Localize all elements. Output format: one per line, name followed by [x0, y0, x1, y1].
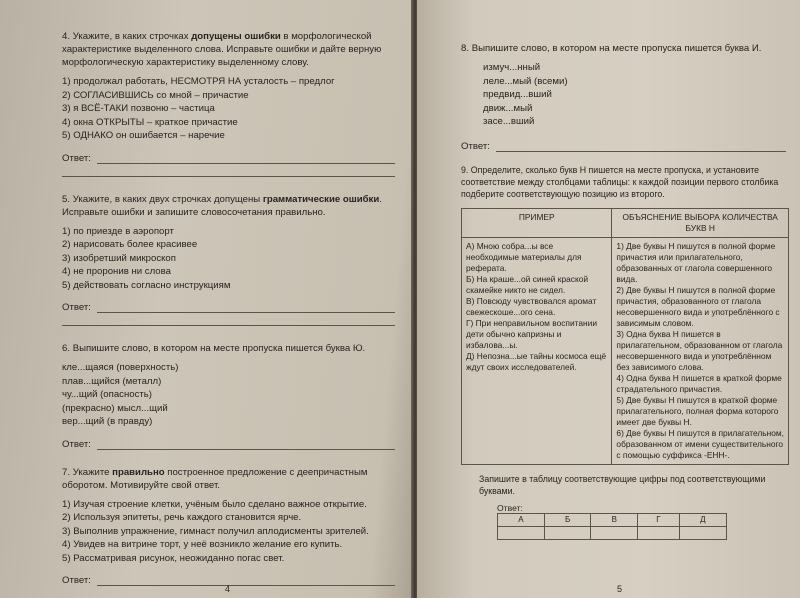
grid-answer-cell[interactable]: [638, 526, 679, 539]
answer-line[interactable]: [496, 142, 786, 152]
answer-line-extra[interactable]: [62, 313, 395, 326]
question-8: [461, 42, 786, 152]
explanation-item: 6) Две буквы Н пишутся в прилагательном, образованном от имени существительного с помощью суффикса -ЕНН-.: [616, 427, 785, 460]
option: 2) Используя эпитеты, речь каждого становится ярче.: [62, 512, 302, 523]
example-item: Б) На краше...ой синей краской скамейке никто не сидел.: [466, 273, 589, 295]
column-header-explanation: ОБЪЯСНЕНИЕ ВЫБОРА КОЛИЧЕСТВА БУКВ Н: [612, 208, 789, 237]
answer-line[interactable]: [97, 440, 395, 450]
page-number: 4: [225, 584, 231, 594]
option: 2) СОГЛАСИВШИСЬ со мной – причастие: [62, 89, 249, 101]
answer-line-extra[interactable]: [62, 164, 395, 177]
option: плав...щийся (металл): [62, 375, 162, 387]
example-item: Г) При неправильном воспитании дети обычно капризны и избалова...ы.: [466, 317, 598, 350]
answer-field-7[interactable]: Ответ:: [62, 575, 395, 586]
grid-letter: Г: [638, 513, 679, 526]
question-7-text: 7. Укажите правильно построенное предложение с деепричастным оборотом. Мотивируйте свой ответ.: [62, 466, 368, 491]
question-7-options: [62, 498, 395, 566]
option: засе...вший: [483, 116, 535, 127]
question-4-options: [62, 75, 395, 143]
option: 1) Изучая строение клетки, учёным было сделано важное открытие.: [62, 498, 367, 510]
grid-answer-cell[interactable]: [679, 526, 726, 539]
matching-table: [461, 208, 789, 465]
option: вер...щий (в правду): [62, 416, 153, 427]
explanation-item: 2) Две буквы Н пишутся в полной форме причастия, образованного от глагола несовершенного вида и употреблённого с зависимым словом.: [616, 284, 780, 328]
grid-answer-cell[interactable]: [591, 526, 638, 539]
answer-field-5[interactable]: Ответ:: [62, 302, 395, 313]
instruction-text: Запишите в таблицу соответствующие цифры под соответствующими буквами.: [479, 473, 766, 496]
grid-letter: Б: [544, 513, 590, 526]
option: 5) действовать согласно инструкциям: [62, 279, 231, 291]
question-9: [461, 164, 786, 540]
page-number: 5: [617, 584, 623, 594]
column-header-example: ПРИМЕР: [462, 208, 612, 237]
option: 4) окна ОТКРЫТЫ – краткое причастие: [62, 116, 238, 128]
option: 4) не проронив ни слова: [62, 266, 171, 277]
option: 3) Выполнив упражнение, гимнаст получил аплодисменты зрителей.: [62, 525, 369, 537]
explanation-item: 1) Две буквы Н пишутся в полной форме причастия или прилагательного, образованных от глагола совершенного вида.: [616, 240, 776, 284]
grid-letter: В: [591, 513, 638, 526]
option: 1) по приезде в аэропорт: [62, 225, 174, 237]
option: леле...мый (всеми): [483, 75, 568, 87]
option: 3) изобретший микроскоп: [62, 252, 176, 264]
option: предвид...вший: [483, 89, 552, 100]
example-item: В) Повсюду чувствовался аромат свежескоше...ого сена.: [466, 295, 597, 317]
answer-field-6[interactable]: Ответ:: [62, 439, 395, 450]
question-9-text: 9. Определите, сколько букв Н пишется на месте пропуска, и установите соответствие между столбцами таблицы: к каждой позиции первого столбика подберите соответствующую позицию из второго.: [461, 164, 779, 199]
example-item: Д) Непозна...ые тайны космоса ещё ждут своих исследователей.: [466, 350, 607, 372]
option: 2) нарисовать более красивее: [62, 239, 198, 250]
option: (прекрасно) мысл...щий: [62, 402, 168, 414]
explanation-item: 5) Две буквы Н пишутся в краткой форме прилагательного, полная форма которого имеет две буквы Н.: [616, 394, 779, 427]
question-6: [62, 342, 395, 450]
explanation-item: 3) Одна буква Н пишется в прилагательном, образованном от глагола несовершенного вида и употреблённом без зависимого слова.: [616, 328, 783, 372]
question-5-text: 5. Укажите, в каких двух строчках допущены грамматические ошибки. Исправьте ошибки и запишите словосочетания правильно.: [62, 193, 382, 218]
explanations-cell: [612, 237, 789, 464]
option: 3) я ВСЁ-ТАКИ позвоню – частица: [62, 103, 215, 114]
grid-letter: А: [498, 513, 545, 526]
answer-field-8[interactable]: Ответ:: [461, 141, 786, 152]
answer-field-4[interactable]: Ответ:: [62, 153, 395, 164]
grid-answer-cell[interactable]: [544, 526, 590, 539]
answer-line[interactable]: [97, 154, 395, 164]
examples-cell: [462, 237, 612, 464]
question-5: [62, 193, 395, 327]
example-item: А) Мною собра...ы все необходимые материалы для реферата.: [466, 240, 582, 273]
option: 5) ОДНАКО он ошибается – наречие: [62, 130, 225, 141]
question-8-text: 8. Выпишите слово, в котором на месте пропуска пишется буква И.: [461, 43, 762, 54]
option: чу...щий (опасность): [62, 389, 152, 400]
option: кле...щаяся (поверхность): [62, 362, 179, 373]
question-6-options: [62, 361, 395, 429]
answer-line[interactable]: [97, 576, 395, 586]
grid-answer-cell[interactable]: [498, 526, 545, 539]
answer-grid[interactable]: [497, 513, 727, 540]
answer-label: Ответ:: [497, 502, 523, 513]
option: 4) Увидев на витрине торт, у неё возникло желание его купить.: [62, 539, 343, 550]
grid-letter: Д: [679, 513, 726, 526]
question-7: [62, 466, 395, 587]
option: измуч...нный: [483, 62, 541, 73]
option: 1) продолжал работать, НЕСМОТРЯ НА усталость – предлог: [62, 76, 335, 87]
explanation-item: 4) Одна буква Н пишется в краткой форме страдательного причастия.: [616, 372, 782, 394]
question-5-options: [62, 225, 395, 293]
question-4-text: 4. Укажите, в каких строчках допущены ошибки в морфологической характеристике выделенного слова. Исправьте ошибки и дайте верную морфологическую характеристику выделенному слову.: [62, 31, 382, 68]
option: 5) Рассматривая рисунок, неожиданно погас свет.: [62, 552, 285, 564]
right-page: [417, 0, 800, 598]
option: движ...мый: [483, 102, 533, 114]
question-8-options: [483, 61, 786, 129]
question-4: [62, 30, 395, 177]
question-6-text: 6. Выпишите слово, в котором на месте пропуска пишется буква Ю.: [62, 343, 366, 354]
answer-line[interactable]: [97, 303, 395, 313]
